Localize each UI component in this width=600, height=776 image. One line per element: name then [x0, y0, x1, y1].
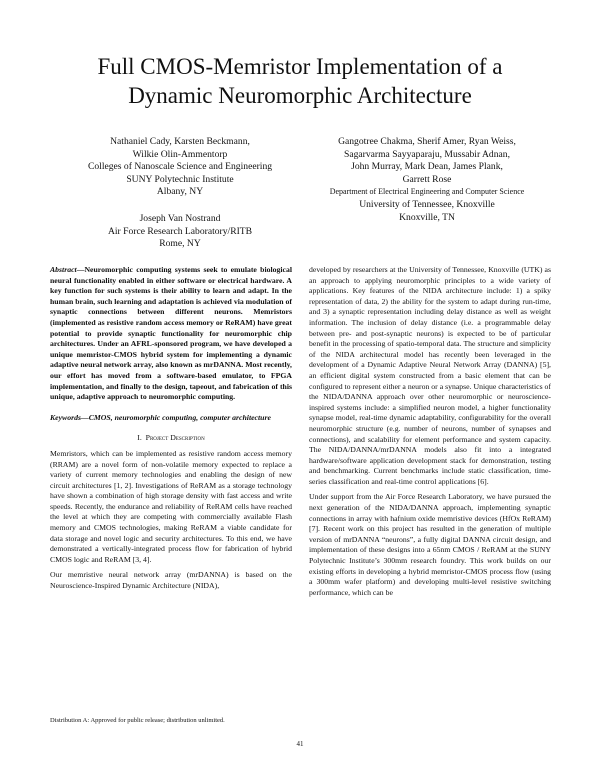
- paragraph: Our memristive neural network array (mrDANNA) is based on the Neuroscience-Inspired Dynamic Architecture (NIDA),: [50, 570, 292, 591]
- author-names-line-1: Gangotree Chakma, Sherif Amer, Ryan Weiss,: [338, 136, 516, 147]
- section-title: Project Description: [145, 433, 205, 443]
- abstract-text: —Neuromorphic computing systems seek to emulate biological neural functionality enabled in either software or electrical hardware. A key function for such systems is their ability to learn and adapt. In the human brain, such learning and adaptation is achieved via modulation of synaptic connections between different neurons. Memristors (implemented as resistive random access memory or ReRAM) have great potential to provide synaptic functionality for neuromorphic chip architectures. Under an AFRL-sponsored program, we have developed a unique memristor-CMOS hybrid system for implementing a dynamic adaptive neural network array, also known as mrDANNA. Most recently, our effort has moved from a software-based emulator, to FPGA implementation, and finally to the design, tapeout, and fabrication of this unique, adaptive approach to neuromorphic computing.: [50, 265, 292, 402]
- section-number: I.: [137, 433, 142, 443]
- abstract-label: Abstract: [50, 265, 77, 274]
- affiliation-line-1: Department of Electrical Engineering and Computer Science: [329, 187, 525, 197]
- author-names-line-4: Garrett Rose: [402, 173, 452, 185]
- author-names-line-2: Sagarvarma Sayyaparaju, Mussabir Adnan,: [344, 148, 510, 160]
- title-line-1: Full CMOS-Memristor Implementation of a: [97, 54, 503, 79]
- paragraph: developed by researchers at the University of Tennessee, Knoxville (UTK) as an approach to applying neuromorphic principles to a wide variety of applications. Key features of the NIDA architecture include: 1) a spiky representation of data, 2) the ability for the system to adapt during run-time, and 3) a synaptic representation including delay distance as well as weight information. The inclusion of delay distance (i.e. a programmable delay between pre- and post-synaptic neurons) is expected to be of particular benefit in the processing of spatio-temporal data. The structure and simplicity of the NIDA architectural model has recently been leveraged in the development of a Dynamic Adaptive Neural Network Array (DANNA) [5], an efficient digital system constructed from a basic element that can be configured to represent either a neuron or a synapse. Unique characteristics of the NIDA/DANNA approach over other neuromorphic or neuroscience-inspired systems include: a simplified neuron model, a higher functionality synapse model, real-time dynamic adaptability, configurability for the overall neuromorphic structure (e.g. number of neurons, number of synapses and connections), and scalability for element performance and system capacity. The NIDA/DANNA/mrDANNA models also fit into a integrated hardware/software application development stack for demonstration, testing and benchmarking. Current benchmarks include static classification, time-series classification and real-time control applications [6].: [309, 265, 551, 486]
- title-line-2: Dynamic Neuromorphic Architecture: [128, 83, 472, 108]
- author-block-left: [60, 136, 300, 251]
- affiliation-2-line-1: Air Force Research Laboratory/RITB: [107, 225, 253, 237]
- author-names-line-3: John Murray, Mark Dean, James Plank,: [351, 161, 503, 173]
- affiliation-2-line-2: Rome, NY: [159, 238, 201, 250]
- paragraph: Under support from the Air Force Research Laboratory, we have pursued the next generation of the NIDA/DANNA approach, implementing synaptic connections in array with hafnium oxide memristive devices (HfOx ReRAM) [7]. Recent work on this project has resulted in the generation of multiple version of mrDANNA “neurons”, a fully digital DANNA circuit design, and implementation of these designs into a 65nm CMOS / ReRAM at the SUNY Polytechnic Institute’s 300mm research foundry. This work builds on our existing efforts in developing a hybrid memristor-CMOS process flow (using a 300mm wafer platform) and developing multi-level resistive switching performance, which can be: [309, 492, 551, 597]
- page-number: 41: [296, 740, 304, 748]
- affiliation-line-2: SUNY Polytechnic Institute: [126, 173, 234, 185]
- keywords-label: Keywords: [50, 412, 81, 422]
- affiliation-line-3: Knoxville, TN: [399, 211, 455, 223]
- affiliation-line-1: Colleges of Nanoscale Science and Engineering: [87, 161, 273, 173]
- keywords: [50, 413, 292, 424]
- section-heading: [50, 433, 292, 444]
- column-left: [50, 265, 292, 597]
- paragraph: Memristors, which can be implemented as resistive random access memory (RRAM) are a novel form of non-volatile memory expected to replace a variety of current memory technologies and enabling the design of new circuit architectures [1, 2]. Investigations of ReRAM as a storage technology have shown a combination of high storage density with fast access and write speeds. Recently, the endurance and reliability of ReRAM cells have reached the level at which they are competing with commercially available Flash memory and CMOS technologies, making ReRAM a viable candidate for data storage and novel logic and security architectures. To this end, we have demonstrated a vertically-integrated process flow for fabrication of hybrid CMOS logic and ReRAM [3, 4].: [50, 448, 292, 564]
- paper-title: [40, 52, 560, 110]
- affiliation-line-3: Albany, NY: [156, 186, 204, 198]
- keywords-text: —CMOS, neuromorphic computing, computer architecture: [81, 412, 271, 422]
- column-right: [309, 265, 551, 603]
- author-block-right: [306, 136, 548, 224]
- author-names-line-2: Wilkie Olin-Ammentorp: [132, 148, 228, 160]
- affiliation-line-2: University of Tennessee, Knoxville: [359, 198, 495, 210]
- footnote: Distribution A: Approved for public release; distribution unlimited.: [50, 717, 225, 724]
- abstract: [50, 265, 292, 403]
- author-name-2: Joseph Van Nostrand: [139, 212, 221, 224]
- author-names-line-1: Nathaniel Cady, Karsten Beckmann,: [110, 136, 250, 147]
